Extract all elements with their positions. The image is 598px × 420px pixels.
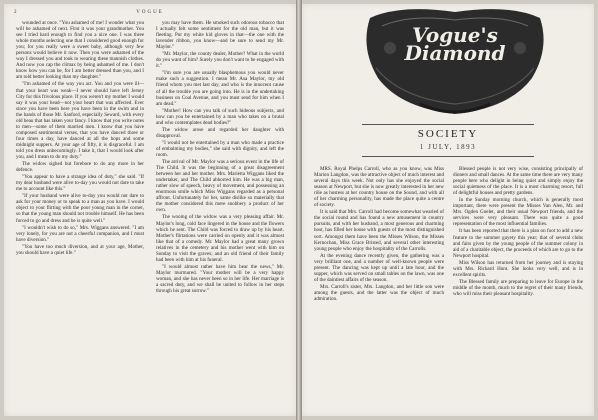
left-column-2 <box>156 20 284 295</box>
paragraph: The widow sighed but forebore to do any more in her defence. <box>16 161 144 174</box>
paragraph: "Mr. Maylor, the county dealer, Mother? What in the world do you want of him? Surely you don't want to be engaged with it." <box>156 51 284 70</box>
masthead-illustration <box>360 8 550 120</box>
running-head: VOGUE <box>136 10 164 15</box>
right-page <box>302 4 594 416</box>
section-date: 1 JULY, 1893 <box>419 143 477 151</box>
right-column-2 <box>453 166 583 298</box>
paragraph: At the evening dance recently given, the gathering was a very brilliant one, and a number of well-known people were present. The dancing was kept up until a late hour, and the supper, which was served on small tables on the lawn, was one of the daintiest affairs of the season. <box>314 252 444 283</box>
paragraph: Mrs. Carroll's sister, Mrs. Langdon, and her little son were among the guests, and the latter was the object of much admiration. <box>314 283 444 302</box>
paragraph: Miss Wilson has returned from her journey and is staying with Mrs. Richard Hunt. She looks very well, and is in excellent spirits. <box>453 259 583 278</box>
paragraph: Blessed people is not very wise, consisting principally of dinners and small dances. At the same time there are very many people here who delight in being quiet and simply enjoy the social quietness of the place. It is a most charming resort, full of delightful houses and pretty gardens. <box>453 166 583 197</box>
paragraph: "You have too much diversion, and at your age, Mother, you should have a quiet life." <box>16 243 144 256</box>
paragraph: "I'm sure you are usually blasphemous you would never make such a suggestion. I mean Mr. Asa Maylor, my old friend whom you met last day, and who is the innocent cause of all the trouble you are going into. He is in the undertaking business on Coal Avenue, and you must send for him when I am dead." <box>156 70 284 107</box>
right-column-1 <box>314 166 444 303</box>
masthead-title <box>390 23 520 65</box>
paragraph: MRS. Royal Phelps Carroll, who as you know, was Miss Marion Langdon, was the attractive object of much interest and several days this week. Not only has she enjoyed the social season at Newport, but she is now greatly interested in her new rôle as hostess at her country house on the Sound, and with all of her charming personality, has made the place quite a centre of society. <box>314 166 444 209</box>
paragraph: "You appear to have a strange idea of duty," she said. "If my dear husband were alive to-day you would not dare to take me to account like this." <box>16 174 144 193</box>
paragraph: "I'm ashamed of the way you act. You and you were ill—that your heart was weak—I never should have left Jersey City for this frivolous place. If you weren't my mother I would say it was your head—not your heart that was affected. Ever since you have been here you have been in the swim and in the hands of those Mr. Sanford, especially Seward, with every old beau that has taken your fancy. I know that you write notes to men—some of them married men. I know that you have composed sentimental verses, that you have danced three or four times a day, have danced at all the hops and some midnight suppers. At your age of fifty, it is disgraceful. I am told you dress unbecomingly. I take it, that I would look after you, and I mean to do my duty." <box>16 81 144 161</box>
divider <box>362 156 534 157</box>
paragraph: The arrival of Mr. Maylor was a serious event in the life of The Child. It was the beginning of a great disagreement between her and her mother. Mrs. Marietta Wiggans liked the undertaker, and The Child abhorred him. He was a big man, rather slow of speech, heavy of movement, and possessing an enormous smile which Miss Wiggans regarded as a personal affront. Unfortunately for her, same dislike so materially that the mother considered this mere snobbery a product of her own. <box>156 159 284 214</box>
paragraph: The wooing of the widow was a very pleasing affair. Mr. Maylor's long, cold face lingered in the house and the flowers which he sent. The Child was forced to draw up by his heart. Mother's flirtations were carried on openly and it was almost like that of a comedy. Mr. Maylor had a great many grown relatives in the cemetery and his mother went with him on Sunday to visit the graves; and an old friend of their family had been with him at his funeral. <box>156 214 284 263</box>
paragraph: In the Sunday morning church, which is generally most important, there were present the Misses Van Alen, Mr. and Mrs. Ogden Goelet, and their usual Newport friends, and the services were very pleasant. There was quite a good representation of the most influential families. <box>453 197 583 228</box>
section-title: SOCIETY <box>417 128 479 140</box>
paragraph: you may have them. He smoked such odorous tobacco that I actually felt some sentiment for the old man, but it was fleeting. Put my white kid gloves in that—the one with the lavender ribbon, you know—and be sure to send my Mr. Maylor." <box>156 20 284 51</box>
paragraph: The widow arose and regarded her daughter with disapproval. <box>156 126 284 139</box>
page-number: 2 <box>14 10 17 15</box>
paragraph: "I wouldn't wish to do so," Mrs. Wiggans answered. "I am very lonely, for you are not a cheerful companion, and I must have diversion." <box>16 224 144 243</box>
masthead-line-1: Vogue's <box>412 23 498 47</box>
paragraph: "I would not be entertained by a man who made a practice of embalming my bodies," she said with dignity, and left the room. <box>156 139 284 158</box>
paragraph: The Blessed family are preparing to leave for Europe in the middle of the month, much to the regret of their many friends, who will miss their pleasant hospitality. <box>453 278 583 297</box>
paragraph: "If your husband were alive to-day you would not dare to ask for your money or to speak to a man as you have. I would object to your flirting with the poor young man in the corner, so that the young man should not trouble himself. He has been forced to go and dress and he is quite well." <box>16 193 144 224</box>
paragraph: wounded at once. "You ashamed of me! I wonder what you will be ashamed of next. First it was your grandmother. You see I tried hard enough to find you a nice one. I was three whole months selecting one that I considered good enough for you; for you really were a sweet baby, although very few persons would believe it now. Then you were ashamed of the way I dressed you and took to wearing these mannish clothes. And now you cap the climax by being ashamed of me. I don't know how you can be, for I am better dressed than you, and I am told better looking than my daughter." <box>16 20 144 81</box>
paragraph: "Mother! How can you talk of such hideous subjects, and how can you be entertained by a man who takes on a brutal and who contemplates dead bodies?" <box>156 107 284 126</box>
left-page <box>4 4 296 416</box>
paragraph: It has been reported that there is a plan on foot to add a new feature to the summer gayety this year; that of several clubs and fairs given by the young people of the summer colony in aid of a charitable object, the proceeds of which are to go to the Newport hospital. <box>453 228 583 259</box>
paragraph: It is said that Mrs. Carroll had become somewhat wearied of the social round and has found a new amusement in country pursuits, and with her husband, a most generous and charming host, has filled her house with guests of the most distinguished sort. Amongst them have been the Misses Wilson, the Misses Kernochan, Miss Grace Bristed, and several other interesting young people who enjoy the hospitality of the Carrolls. <box>314 209 444 252</box>
left-column-1 <box>16 20 144 257</box>
masthead-line-2: Diamond <box>404 41 506 65</box>
divider <box>362 124 534 125</box>
paragraph: "I would almost rather have him hear the news," Mr. Maylor murmured. "Your mother will be a very happy woman, and she has never been so in her life. Her marriage is a sacred duty, and we shall be united to follow in her steps through his great sorrow." <box>156 263 284 295</box>
